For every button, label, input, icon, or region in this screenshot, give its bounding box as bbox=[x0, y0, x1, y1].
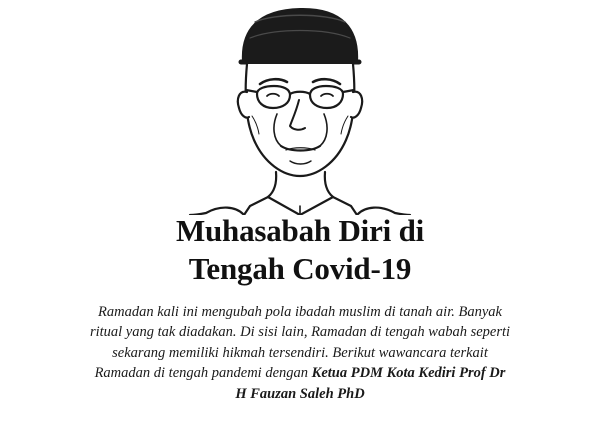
article-deck bbox=[60, 302, 540, 405]
page-title bbox=[60, 212, 540, 288]
headline-line-2: Tengah Covid-19 bbox=[188, 250, 412, 286]
deck-text: Ramadan kali ini mengubah pola ibadah muslim di tanah air. Banyak ritual yang tak diadakan. Di sisi lain, Ramadan di tengah wabah seperti sekarang memiliki hikmah tersendiri. Berikut wawancara terkait Ramadan di tengah pandemi dengan bbox=[89, 303, 511, 382]
deck-highlight: Ketua PDM Kota Kediri Prof Dr H Fauzan Saleh PhD bbox=[235, 365, 506, 402]
article-text-block bbox=[0, 212, 600, 405]
headline-line-1: Muhasabah Diri di bbox=[175, 213, 425, 248]
